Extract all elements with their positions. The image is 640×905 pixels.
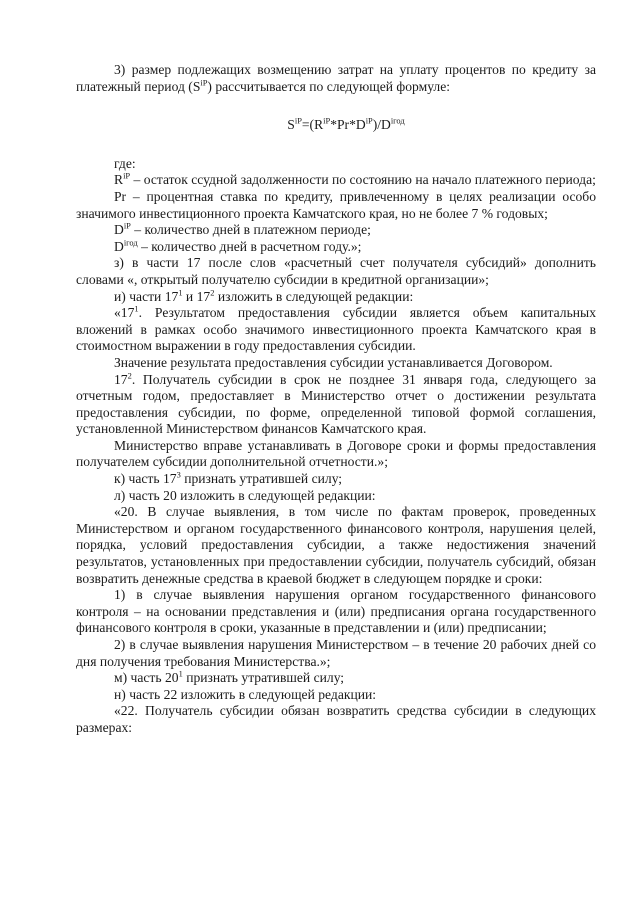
superscript: iгод xyxy=(123,237,138,248)
text: – количество дней в расчетном году.»; xyxy=(137,238,362,254)
paragraph-item-3 xyxy=(76,62,596,95)
text: . Получатель субсидии в срок не позднее 31 января года, следующего за отчетным годом, предоставляет в Министерство отчет о достижении результата предоставления субсидии, по форме, определенной типовой формой соглашения, установленной Министерством финансов Камчатского края. xyxy=(76,371,596,437)
definition-r xyxy=(76,172,596,189)
paragraph-k xyxy=(76,471,596,488)
text: признать утратившей силу; xyxy=(180,471,343,487)
paragraph-ministry: Министерство вправе устанавливать в Договоре сроки и формы предоставления получателем субсидии дополнительной отчетности.»; xyxy=(76,437,596,470)
text: «17 xyxy=(114,305,135,321)
superscript: 2 xyxy=(127,369,132,380)
superscript: 1 xyxy=(178,668,183,679)
text: ) рассчитывается по следующей формуле: xyxy=(207,78,451,94)
superscript: 1 xyxy=(134,303,139,314)
definition-pr: Pr – процентная ставка по кредиту, привлеченному в целях реализации особо значимого инвестиционного проекта Камчатского края, но не более 7 % годовых; xyxy=(76,188,596,221)
paragraph-n: н) часть 22 изложить в следующей редакции: xyxy=(114,686,377,702)
text: признать утратившей силу; xyxy=(182,670,345,686)
superscript: 3 xyxy=(176,469,181,480)
paragraph-z: з) в части 17 после слов «расчетный счет получателя субсидий» дополнить словами «, открытый получателю субсидии в кредитной организации»; xyxy=(76,255,596,287)
formula-sup: iгод xyxy=(390,115,405,126)
text: 3) размер подлежащих возмещению затрат на уплату процентов по кредиту за платежный период (S xyxy=(76,62,596,94)
superscript: 1 xyxy=(178,287,183,297)
formula-part: )/D xyxy=(372,117,391,133)
paragraph-m xyxy=(76,670,596,687)
text: к) часть 17 xyxy=(114,471,177,487)
text: D xyxy=(114,222,124,238)
paragraph-22: «22. Получатель субсидии обязан возвратить средства субсидии в следующих размерах: xyxy=(76,703,596,735)
formula xyxy=(96,117,596,134)
text: изложить в следующей редакции: xyxy=(214,288,414,304)
paragraph-l: л) часть 20 изложить в следующей редакции: xyxy=(114,487,376,503)
text: R xyxy=(114,172,124,188)
text: и 17 xyxy=(182,288,211,304)
formula-part: =(R xyxy=(301,117,324,133)
definition-dgod xyxy=(76,239,596,256)
where-label: где: xyxy=(114,155,136,171)
paragraph-20: «20. В случае выявления, в том числе по фактам проверок, проведенных Министерством и органом государственного финансового контроля, нарушения целей, порядка, условий предоставления субсидии, а также недостижения значений результатов, установленных при предоставлении субсидии, получатель субсидий, обязан возвратить денежные средства в краевой бюджет в следующем порядке и сроки: xyxy=(76,504,596,586)
superscript: iP xyxy=(123,220,131,231)
text: м) часть 20 xyxy=(114,670,179,686)
text: и) части 17 xyxy=(114,288,179,304)
superscript: iP xyxy=(200,77,208,88)
superscript: 2 xyxy=(210,287,215,297)
text: 17 xyxy=(114,371,128,387)
paragraph-20-1: 1) в случае выявления нарушения органом государственного финансового контроля – на основании представления и (или) предписания органа государственного финансового контроля в сроки, указанные в представлении и (или) предписании; xyxy=(76,587,596,636)
document-body xyxy=(76,62,596,737)
formula-sup: iP xyxy=(294,115,302,126)
text: – остаток ссудной задолженности по состоянию на начало платежного периода; xyxy=(130,172,596,188)
paragraph-value: Значение результата предоставления субсидии устанавливается Договором. xyxy=(114,354,553,370)
text: D xyxy=(114,238,124,254)
paragraph-17-2 xyxy=(76,369,596,438)
text: – количество дней в платежном периоде; xyxy=(130,222,371,238)
superscript: iP xyxy=(123,170,131,181)
definition-d xyxy=(76,222,596,239)
formula-sup: iP xyxy=(365,115,373,126)
paragraph-20-2: 2) в случае выявления нарушения Министерством – в течение 20 рабочих дней со дня получения требования Министерства.»; xyxy=(76,637,596,669)
paragraph-i xyxy=(76,289,596,306)
formula-part: *Pr*D xyxy=(330,117,366,133)
formula-sup: iP xyxy=(323,115,331,126)
paragraph-17-1 xyxy=(76,305,596,355)
text: . Результатом предоставления субсидии является объем капитальных вложений в рамках особо значимого инвестиционного проекта Камчатского края в стоимостном выражении в году предоставления субсидии. xyxy=(76,305,596,354)
formula-part: S xyxy=(287,117,295,133)
